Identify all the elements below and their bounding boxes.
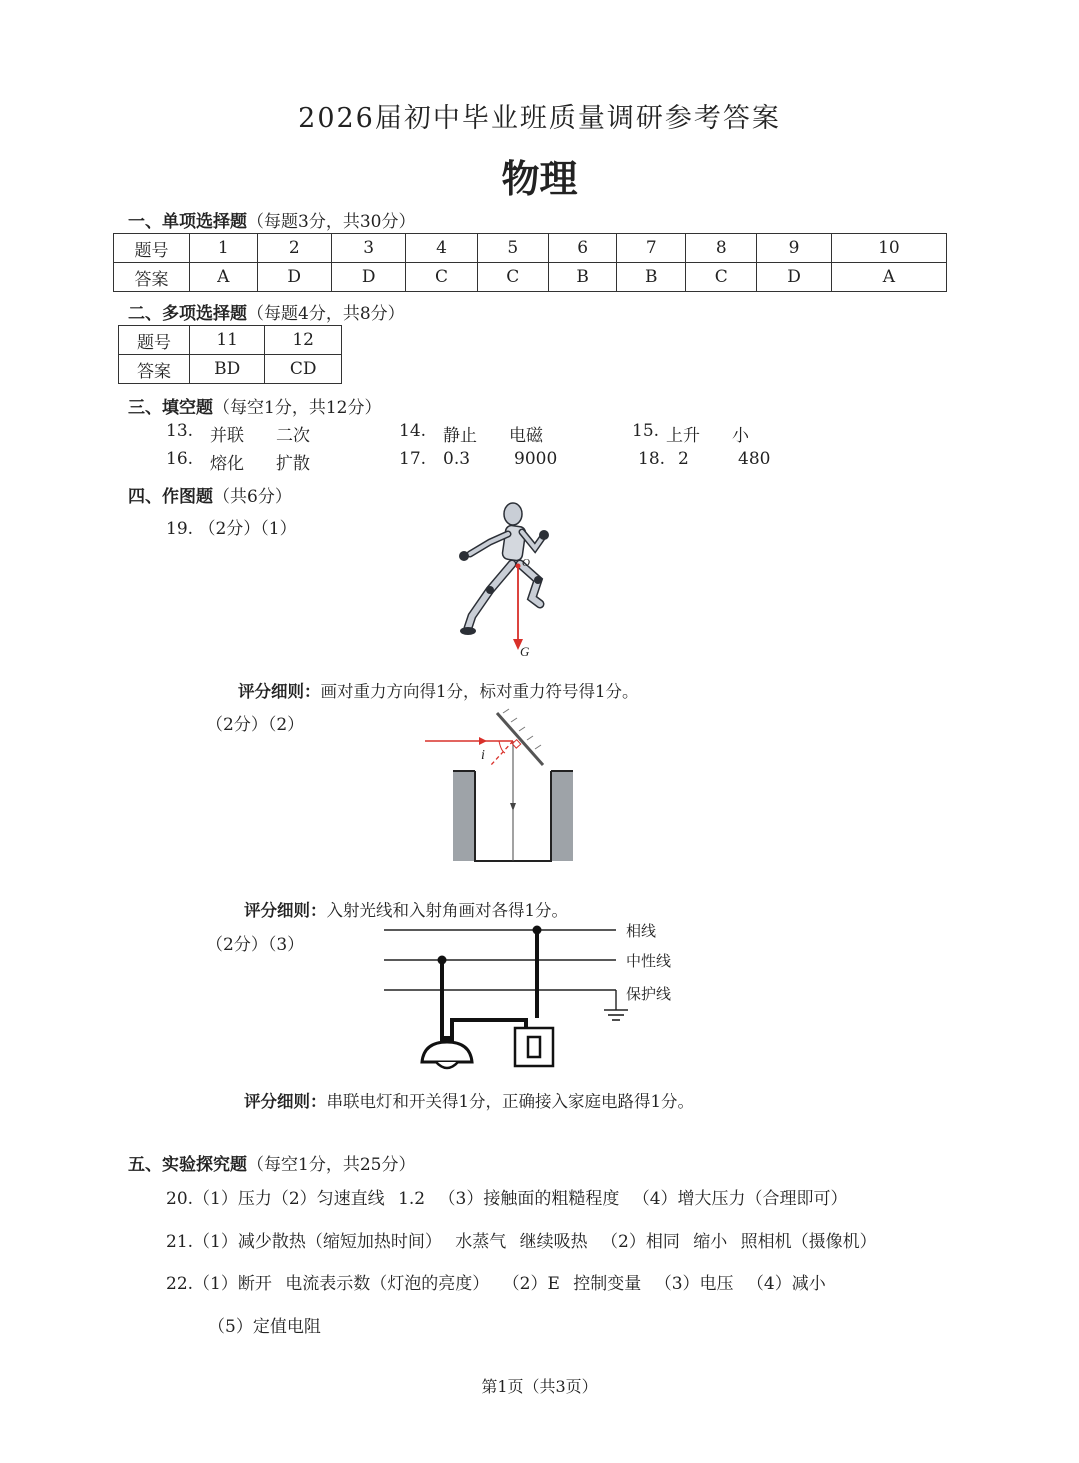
ground-icon (604, 1010, 628, 1020)
answer-cell: D (257, 263, 331, 292)
rubric-text: 串联电灯和开关得1分，正确接入家庭电路得1分。 (326, 1092, 694, 1111)
answer-cell: C (686, 263, 757, 292)
row-label: 题号 (119, 326, 190, 355)
section-1-title: 一、单项选择题 (128, 212, 247, 232)
question-number: 12 (265, 326, 342, 355)
question-number: 3 (331, 234, 405, 263)
question-number: 2 (257, 234, 331, 263)
multi-choice-table (118, 325, 342, 384)
score-label: （2分） (206, 935, 268, 955)
reflection-figure (415, 705, 585, 865)
section-1-heading (128, 207, 415, 232)
q19-part1-label (166, 514, 297, 539)
well-wall-left (453, 771, 475, 861)
part-tag: （1） (260, 519, 297, 539)
angle-arc (499, 741, 505, 753)
answer-cell: C (406, 263, 477, 292)
row-label: 答案 (119, 355, 190, 384)
switch-icon (515, 1028, 553, 1066)
answer-cell: A (831, 263, 946, 292)
rubric-label: 评分细则： (244, 901, 327, 920)
section-5-note: （每空1分，共25分） (247, 1155, 416, 1175)
answer-cell: B (617, 263, 686, 292)
answer-cell: BD (190, 355, 265, 384)
answer-cell: B (548, 263, 617, 292)
section-4-note: （共6分） (213, 487, 292, 507)
item-number: 18. (638, 449, 666, 469)
section-1-note: （每题3分，共30分） (247, 212, 416, 232)
item-number: 13. (166, 421, 194, 441)
question-number: 7 (617, 234, 686, 263)
row-label: 答案 (114, 263, 190, 292)
fill-answer: 电磁 (509, 426, 543, 446)
section-5-title: 五、实验探究题 (128, 1155, 247, 1175)
section-5-heading (128, 1150, 415, 1175)
page-number: 第1页（共3页） (481, 1377, 598, 1396)
q22-answer: 22.（1）断开 电流表示数（灯泡的亮度） （2）E 控制变量 （3）电压 （4）减小 (166, 1274, 826, 1294)
section-3-note: （每空1分，共12分） (213, 398, 382, 418)
fill-blank-answers (166, 421, 966, 477)
fill-answer: 上升 (666, 426, 700, 446)
answer-cell: C (477, 263, 548, 292)
question-number: 9 (757, 234, 831, 263)
q19-part2-label (206, 710, 304, 735)
question-number: 11 (190, 326, 265, 355)
question-number: 10 (831, 234, 946, 263)
rubric-label: 评分细则： (244, 1092, 327, 1111)
rubric-text: 入射光线和入射角画对各得1分。 (326, 901, 568, 920)
household-circuit-figure (380, 918, 690, 1078)
question-number: 4 (406, 234, 477, 263)
table-row (114, 263, 947, 292)
question-number: 5 (477, 234, 548, 263)
section-3-heading (128, 393, 381, 418)
document-title: 2026届初中毕业班质量调研参考答案 (298, 103, 781, 134)
part-tag: （2） (267, 715, 305, 735)
q22-answer-cont: （5）定值电阻 (208, 1317, 321, 1337)
item-number: 15. (632, 421, 660, 441)
point-label: O (522, 557, 530, 569)
fill-answer: 扩散 (276, 454, 310, 474)
part-tag: （3） (267, 935, 305, 955)
robot-illustration (459, 503, 549, 635)
normal-line (491, 741, 513, 765)
arrowhead-icon (479, 737, 487, 745)
subject-title: 物理 (501, 157, 578, 201)
section-4-heading (128, 482, 292, 507)
section-2-title: 二、多项选择题 (128, 304, 247, 324)
q20-answer: 20.（1）压力（2）匀速直线 1.2 （3）接触面的粗糙程度 （4）增大压力（合理即可） (166, 1189, 848, 1209)
fill-answer: 0.3 (443, 449, 471, 469)
section-2-heading (128, 299, 405, 324)
answer-cell: D (331, 263, 405, 292)
answer-cell: CD (265, 355, 342, 384)
robot-gravity-figure (440, 498, 570, 663)
single-choice-table (113, 233, 947, 292)
section-3-title: 三、填空题 (128, 398, 213, 418)
question-number: 6 (548, 234, 617, 263)
lamp-icon (422, 1036, 472, 1068)
row-label: 题号 (114, 234, 190, 263)
fill-answer: 9000 (514, 449, 558, 469)
fill-answer: 2 (678, 449, 689, 469)
wire-label: 中性线 (626, 952, 672, 970)
q19-part3-label (206, 930, 304, 955)
fill-answer: 熔化 (210, 454, 244, 474)
score-label: （2分） (206, 715, 268, 735)
angle-label: i (481, 748, 485, 763)
section-2-note: （每题4分，共8分） (247, 304, 405, 324)
table-row (114, 234, 947, 263)
fill-answer: 二次 (276, 426, 310, 446)
answer-cell: D (757, 263, 831, 292)
rubric-text: 画对重力方向得1分，标对重力符号得1分。 (320, 682, 639, 701)
section-4-title: 四、作图题 (128, 487, 213, 507)
item-number: 16. (166, 449, 194, 469)
score-label: （2分） (198, 519, 261, 539)
fill-answer: 小 (732, 426, 749, 446)
table-row (119, 326, 342, 355)
item-number: 19. (166, 519, 194, 539)
table-row (119, 355, 342, 384)
item-number: 17. (399, 449, 427, 469)
wire-label: 保护线 (626, 985, 672, 1003)
q21-answer: 21.（1）减少散热（缩短加热时间） 水蒸气 继续吸热 （2）相同 缩小 照相机（摄像机） (166, 1232, 877, 1252)
question-number: 8 (686, 234, 757, 263)
force-label: G (520, 644, 530, 659)
rubric-1 (238, 678, 639, 702)
item-number: 14. (399, 421, 427, 441)
plane-mirror (497, 713, 543, 765)
fill-answer: 480 (738, 449, 771, 469)
wire-label: 相线 (626, 922, 657, 940)
fill-answer: 并联 (210, 426, 244, 446)
fill-answer: 静止 (443, 426, 477, 446)
rubric-label: 评分细则： (238, 682, 321, 701)
rubric-3 (244, 1088, 694, 1112)
well-wall-right (551, 771, 573, 861)
question-number: 1 (190, 234, 258, 263)
answer-cell: A (190, 263, 258, 292)
